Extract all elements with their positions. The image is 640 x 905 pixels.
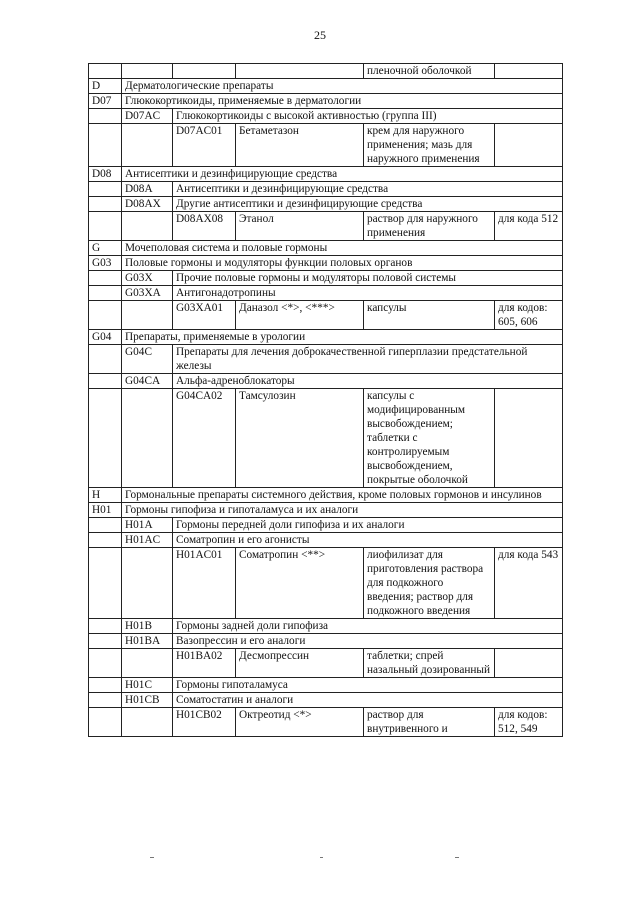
empty-cell xyxy=(122,301,173,330)
atc-code-cell: G04C xyxy=(122,345,173,374)
table-row xyxy=(89,79,563,94)
table-row xyxy=(89,212,563,241)
empty-cell xyxy=(89,182,122,197)
atc-code-cell: G03XA01 xyxy=(173,301,236,330)
empty-cell xyxy=(89,634,122,649)
drug-name-cell: Даназол <*>, <***> xyxy=(236,301,364,330)
empty-cell xyxy=(122,649,173,678)
atc-code-cell: D08AX xyxy=(122,197,173,212)
group-name-cell: Половые гормоны и модуляторы функции половых органов xyxy=(122,256,563,271)
empty-cell xyxy=(89,301,122,330)
drug-name-cell: Бетаметазон xyxy=(236,124,364,167)
atc-code-cell: H xyxy=(89,488,122,503)
table-row xyxy=(89,124,563,167)
empty-cell xyxy=(122,64,173,79)
table-row xyxy=(89,389,563,488)
table-row xyxy=(89,533,563,548)
atc-code-cell: G04CA xyxy=(122,374,173,389)
group-name-cell: Глюкокортикоиды, применяемые в дерматологии xyxy=(122,94,563,109)
empty-cell xyxy=(122,389,173,488)
dosage-form-cell: капсулы с модифицированным высвобождением; таблетки с контролируемым высвобождением, покрытые оболочкой xyxy=(364,389,495,488)
atc-code-cell: D08 xyxy=(89,167,122,182)
note-cell: для кодов: 512, 549 xyxy=(495,708,563,737)
atc-code-cell: H01 xyxy=(89,503,122,518)
drug-name-cell: Десмопрессин xyxy=(236,649,364,678)
atc-code-cell: H01C xyxy=(122,678,173,693)
dosage-form-cell: капсулы xyxy=(364,301,495,330)
atc-code-cell: G xyxy=(89,241,122,256)
group-name-cell: Альфа-адреноблокаторы xyxy=(173,374,563,389)
drug-name-cell: Октреотид <*> xyxy=(236,708,364,737)
table-row xyxy=(89,345,563,374)
atc-code-cell: G03 xyxy=(89,256,122,271)
table-row xyxy=(89,94,563,109)
table-row xyxy=(89,167,563,182)
note-cell xyxy=(495,649,563,678)
note-cell xyxy=(495,124,563,167)
table-row xyxy=(89,241,563,256)
empty-cell xyxy=(89,286,122,301)
group-name-cell: Антигонадотропины xyxy=(173,286,563,301)
empty-cell xyxy=(89,533,122,548)
group-name-cell: Соматропин и его агонисты xyxy=(173,533,563,548)
dosage-form-cell: пленочной оболочкой xyxy=(364,64,495,79)
atc-code-cell: D08A xyxy=(122,182,173,197)
group-name-cell: Глюкокортикоиды с высокой активностью (группа III) xyxy=(173,109,563,124)
table-row xyxy=(89,330,563,345)
atc-code-cell: D07AC xyxy=(122,109,173,124)
empty-cell xyxy=(89,345,122,374)
group-name-cell: Мочеполовая система и половые гормоны xyxy=(122,241,563,256)
table-row xyxy=(89,693,563,708)
table-row xyxy=(89,64,563,79)
atc-code-cell: H01AC xyxy=(122,533,173,548)
atc-code-cell: G04CA02 xyxy=(173,389,236,488)
empty-cell xyxy=(89,197,122,212)
scan-mark xyxy=(320,857,323,858)
empty-cell xyxy=(89,124,122,167)
table-row xyxy=(89,548,563,619)
group-name-cell: Антисептики и дезинфицирующие средства xyxy=(122,167,563,182)
empty-cell xyxy=(236,64,364,79)
atc-code-cell: H01CB xyxy=(122,693,173,708)
drug-name-cell: Соматропин <**> xyxy=(236,548,364,619)
atc-code-cell: D08AX08 xyxy=(173,212,236,241)
drug-name-cell: Тамсулозин xyxy=(236,389,364,488)
table-row xyxy=(89,488,563,503)
group-name-cell: Прочие половые гормоны и модуляторы половой системы xyxy=(173,271,563,286)
group-name-cell: Гормоны гипофиза и гипоталамуса и их аналоги xyxy=(122,503,563,518)
group-name-cell: Антисептики и дезинфицирующие средства xyxy=(173,182,563,197)
atc-code-cell: D xyxy=(89,79,122,94)
atc-code-cell: H01B xyxy=(122,619,173,634)
atc-code-cell: G04 xyxy=(89,330,122,345)
dosage-form-cell: раствор для наружного применения xyxy=(364,212,495,241)
table-row xyxy=(89,256,563,271)
table-row xyxy=(89,301,563,330)
group-name-cell: Препараты для лечения доброкачественной гиперплазии предстательной железы xyxy=(173,345,563,374)
atc-code-cell: H01BA02 xyxy=(173,649,236,678)
atc-code-cell: G03XA xyxy=(122,286,173,301)
atc-code-cell: H01AC01 xyxy=(173,548,236,619)
group-name-cell: Соматостатин и аналоги xyxy=(173,693,563,708)
empty-cell xyxy=(89,708,122,737)
table-row xyxy=(89,619,563,634)
group-name-cell: Гормональные препараты системного действия, кроме половых гормонов и инсулинов xyxy=(122,488,563,503)
empty-cell xyxy=(122,124,173,167)
note-cell: для кода 512 xyxy=(495,212,563,241)
empty-cell xyxy=(89,649,122,678)
empty-cell xyxy=(122,548,173,619)
empty-cell xyxy=(89,271,122,286)
atc-code-cell: H01A xyxy=(122,518,173,533)
drug-name-cell: Этанол xyxy=(236,212,364,241)
empty-cell xyxy=(89,212,122,241)
dosage-form-cell: таблетки; спрей назальный дозированный xyxy=(364,649,495,678)
empty-cell xyxy=(89,619,122,634)
scan-mark xyxy=(455,857,459,858)
table-row xyxy=(89,518,563,533)
group-name-cell: Препараты, применяемые в урологии xyxy=(122,330,563,345)
atc-code-cell: D07AC01 xyxy=(173,124,236,167)
empty-cell xyxy=(89,693,122,708)
table-row xyxy=(89,649,563,678)
table-row xyxy=(89,374,563,389)
group-name-cell: Гормоны задней доли гипофиза xyxy=(173,619,563,634)
empty-cell xyxy=(89,109,122,124)
empty-cell xyxy=(122,708,173,737)
empty-cell xyxy=(89,548,122,619)
empty-cell xyxy=(122,212,173,241)
page-number: 25 xyxy=(314,28,326,42)
empty-cell xyxy=(89,374,122,389)
note-cell xyxy=(495,389,563,488)
note-cell: для кода 543 xyxy=(495,548,563,619)
dosage-form-cell: крем для наружного применения; мазь для наружного применения xyxy=(364,124,495,167)
table-row xyxy=(89,182,563,197)
group-name-cell: Другие антисептики и дезинфицирующие средства xyxy=(173,197,563,212)
atc-code-cell: D07 xyxy=(89,94,122,109)
group-name-cell: Вазопрессин и его аналоги xyxy=(173,634,563,649)
table-row xyxy=(89,678,563,693)
table-row xyxy=(89,197,563,212)
atc-code-cell: G03X xyxy=(122,271,173,286)
table-row xyxy=(89,634,563,649)
empty-cell xyxy=(89,518,122,533)
group-name-cell: Гормоны гипоталамуса xyxy=(173,678,563,693)
dosage-form-cell: лиофилизат для приготовления раствора для подкожного введения; раствор для подкожного введения xyxy=(364,548,495,619)
atc-code-cell: H01BA xyxy=(122,634,173,649)
note-cell: для кодов: 605, 606 xyxy=(495,301,563,330)
scan-mark xyxy=(150,857,154,858)
empty-cell xyxy=(89,64,122,79)
table-row xyxy=(89,708,563,737)
table-row xyxy=(89,271,563,286)
group-name-cell: Гормоны передней доли гипофиза и их аналоги xyxy=(173,518,563,533)
empty-cell xyxy=(89,678,122,693)
atc-code-cell: H01CB02 xyxy=(173,708,236,737)
table-row xyxy=(89,503,563,518)
drug-list-table xyxy=(88,63,563,737)
table-row xyxy=(89,109,563,124)
dosage-form-cell: раствор для внутривенного и xyxy=(364,708,495,737)
empty-cell xyxy=(495,64,563,79)
table-row xyxy=(89,286,563,301)
group-name-cell: Дерматологические препараты xyxy=(122,79,563,94)
empty-cell xyxy=(173,64,236,79)
empty-cell xyxy=(89,389,122,488)
